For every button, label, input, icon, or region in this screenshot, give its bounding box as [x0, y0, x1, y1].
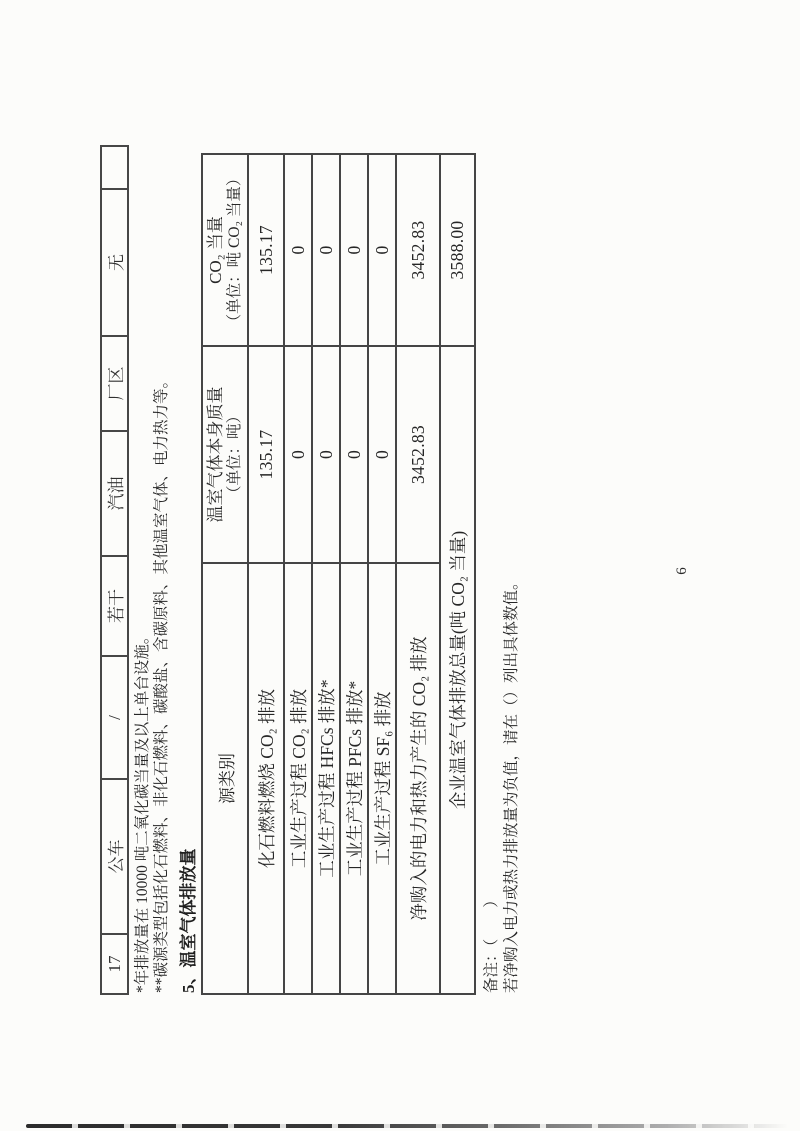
emission-total-row [440, 154, 475, 994]
row-mass-value: 0 [340, 346, 368, 563]
cell-quantity: 若干 [101, 556, 128, 656]
emission-row-process-co2 [284, 154, 312, 994]
remarks-line1: 备注：（ ） [483, 892, 500, 993]
header-gas-mass [202, 346, 248, 563]
remarks-line2: 若净购入电力或热力排放量为负值，请在（）列出具体数值。 [503, 574, 520, 993]
emission-row-purchased-power [396, 154, 440, 994]
ghg-emissions-table [201, 153, 476, 995]
row-mass-value: 0 [284, 346, 312, 563]
emission-row-process-sf6 [368, 154, 396, 994]
section-title: 5、温室气体排放量 [179, 848, 198, 993]
row-label: 工业生产过程 HFCs 排放* [312, 563, 340, 994]
row-label: 工业生产过程 SF₆ 排放 [368, 563, 396, 994]
row-label: 工业生产过程 CO₂ 排放 [284, 563, 312, 994]
row-label: 净购入的电力和热力产生的 CO₂ 排放 [396, 563, 440, 994]
cell-facility: 公车 [101, 779, 128, 934]
row-label: 化石燃料燃烧 CO₂ 排放 [248, 563, 284, 994]
row-co2e-value: 0 [368, 154, 396, 346]
row-co2e-value: 3452.83 [396, 154, 440, 346]
emission-row-process-pfcs [340, 154, 368, 994]
cell-index: 17 [101, 934, 128, 994]
footnotes [133, 147, 171, 993]
row-co2e-value: 0 [312, 154, 340, 346]
row-mass-value: 3452.83 [396, 346, 440, 563]
header-source-category: 源类别 [202, 563, 248, 994]
header-co2e [202, 154, 248, 346]
document-content [100, 147, 522, 995]
header-gas-mass-title: 温室气体本身质量 [206, 386, 225, 523]
row-co2e-value: 135.17 [248, 154, 284, 346]
cell-fuel: 汽油 [101, 431, 128, 556]
total-label: 企业温室气体排放总量(吨 CO₂ 当量) [440, 346, 475, 994]
scanner-edge-shadow [26, 1124, 788, 1128]
page-number: 6 [674, 567, 690, 575]
remarks [482, 147, 522, 993]
emission-row-process-hfcs [312, 154, 340, 994]
cell-remark: 无 [101, 189, 128, 336]
row-mass-value: 135.17 [248, 346, 284, 563]
footnote-carbon-source-types: **碳源类型包括化石燃料、非化石燃料、碳酸盐、含碳原料、其他温室气体、电力热力等。 [153, 372, 170, 993]
row-label: 工业生产过程 PFCs 排放* [340, 563, 368, 994]
header-co2e-unit: （单位：吨 CO₂ 当量） [226, 170, 243, 330]
cell-location: 厂区 [101, 336, 128, 431]
footnote-annual-threshold: *年排放量在 10000 吨二氧化碳当量及以上单台设施。 [134, 628, 151, 993]
facility-table-row-17 [100, 145, 129, 995]
header-gas-mass-unit: （单位：吨） [226, 408, 243, 502]
header-co2e-title: CO₂ 当量 [206, 216, 225, 284]
table-header-row [202, 154, 248, 994]
emission-row-fossil-fuel [248, 154, 284, 994]
cell-model: / [101, 656, 128, 779]
cell-empty [101, 146, 128, 189]
row-mass-value: 0 [312, 346, 340, 563]
row-co2e-value: 0 [340, 154, 368, 346]
row-mass-value: 0 [368, 346, 396, 563]
total-value: 3588.00 [440, 154, 475, 346]
table-row [101, 146, 128, 994]
row-co2e-value: 0 [284, 154, 312, 346]
